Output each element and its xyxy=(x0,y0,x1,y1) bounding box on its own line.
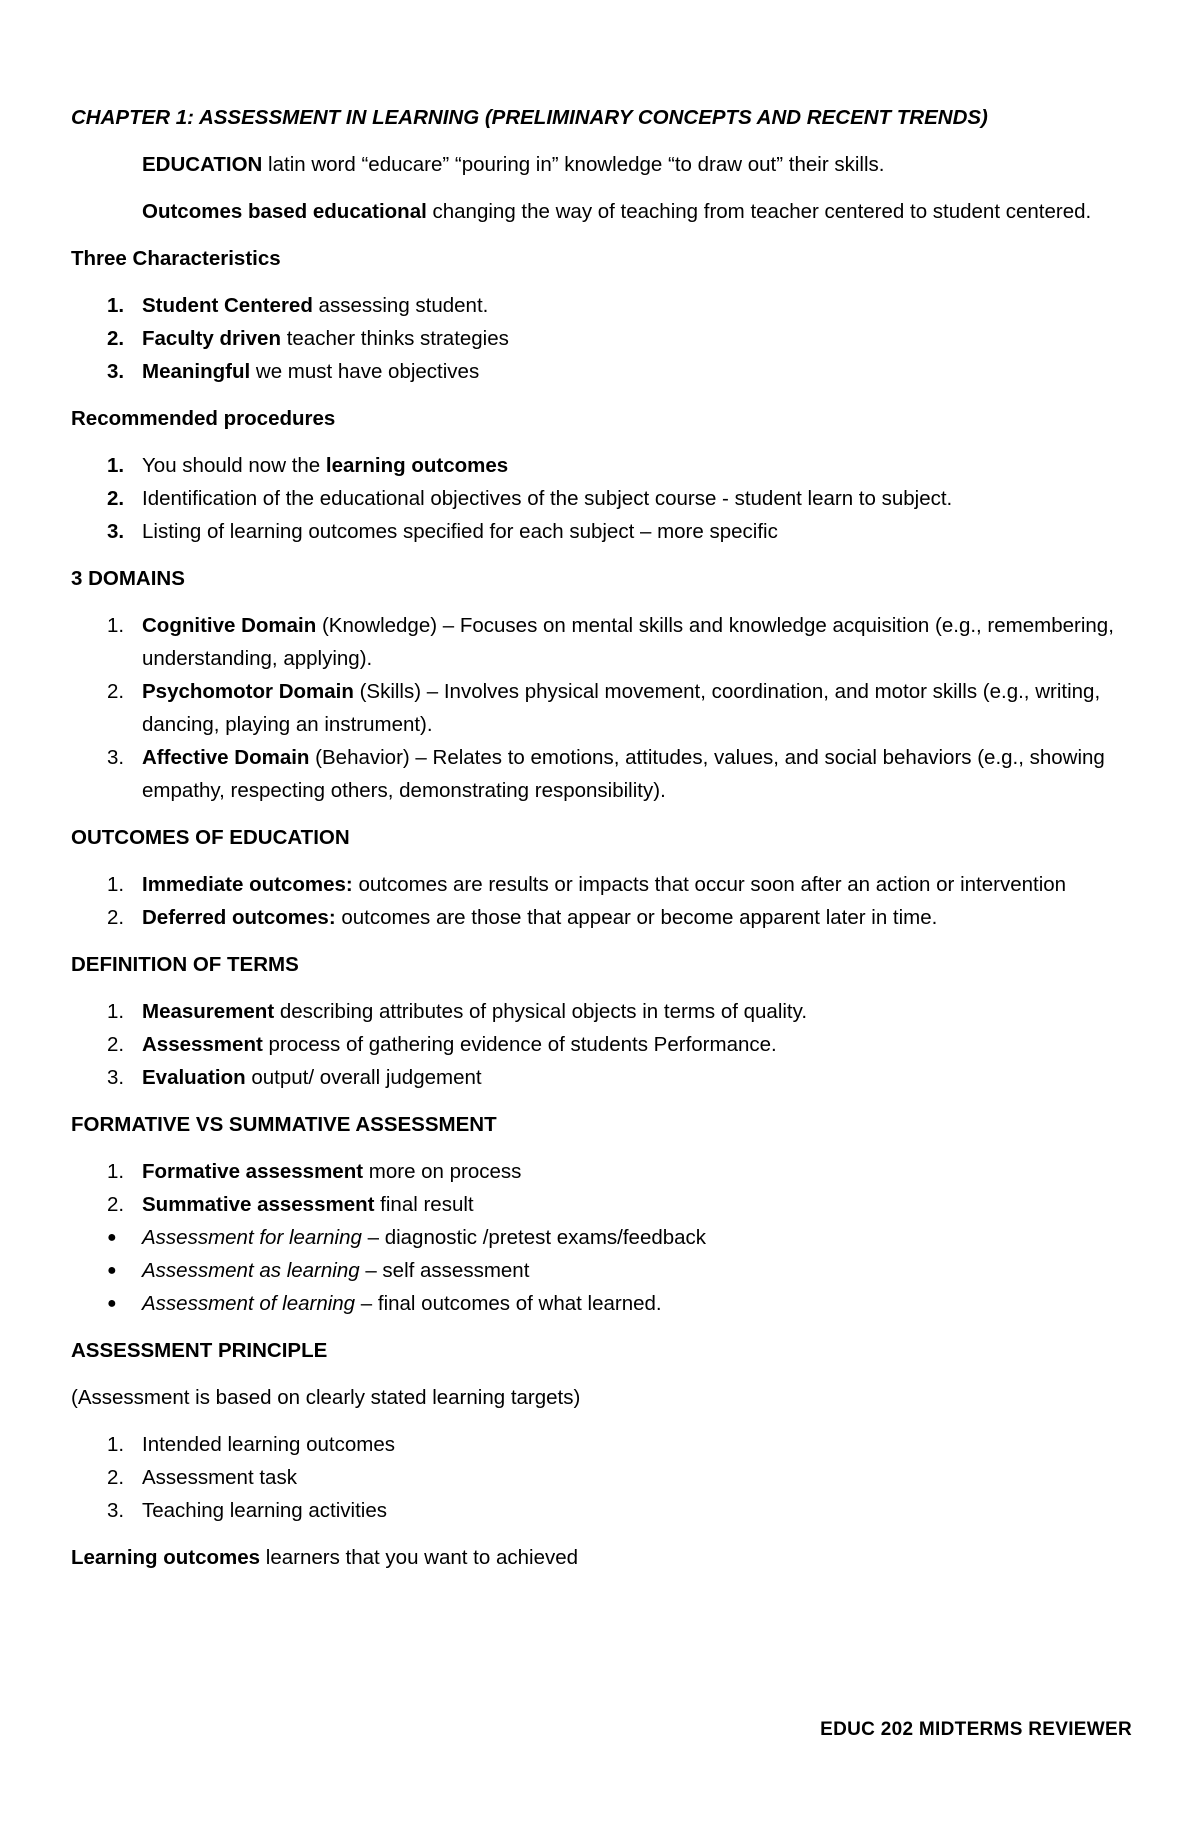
definition-text: changing the way of teaching from teacher centered to student centered. xyxy=(426,200,1092,223)
list-item xyxy=(71,1287,1141,1320)
term: EDUCATION xyxy=(142,153,263,176)
list-number: 2. xyxy=(107,1466,125,1489)
list-number: 2. xyxy=(107,1033,125,1056)
section-heading-characteristics: Three Characteristics xyxy=(71,247,281,270)
item-text: – self assessment xyxy=(359,1259,530,1282)
list-item xyxy=(71,1428,1141,1461)
list-item xyxy=(71,1188,1141,1221)
item-text: process of gathering evidence of students Performance. xyxy=(262,1033,777,1056)
item-text: Intended learning outcomes xyxy=(142,1433,396,1456)
list-item xyxy=(71,515,1141,548)
list-number: 2. xyxy=(107,906,125,929)
list-number: 1. xyxy=(107,614,125,637)
list-item xyxy=(71,289,1141,322)
list-item xyxy=(71,675,1141,741)
list-item xyxy=(71,868,1141,901)
term: Assessment of learning xyxy=(142,1292,356,1315)
item-text: – diagnostic /pretest exams/feedback xyxy=(361,1226,707,1249)
item-text: assessing student. xyxy=(312,294,489,317)
domains-list xyxy=(71,609,1141,807)
list-item xyxy=(71,741,1141,807)
term: Evaluation xyxy=(142,1066,246,1089)
obe-definition xyxy=(142,195,1141,228)
list-number: 2. xyxy=(107,327,125,350)
term: Psychomotor Domain xyxy=(142,680,354,703)
list-item xyxy=(71,609,1141,675)
document-body xyxy=(71,101,1141,1588)
item-text: Teaching learning activities xyxy=(142,1499,387,1522)
principle-list xyxy=(71,1428,1141,1527)
list-item xyxy=(71,322,1141,355)
item-text: describing attributes of physical objects in terms of quality. xyxy=(274,1000,808,1023)
closing-definition xyxy=(71,1541,1141,1574)
definitions-list xyxy=(71,995,1141,1094)
item-text: Identification of the educational objectives of the subject course - student learn to subject. xyxy=(142,487,953,510)
chapter-title: CHAPTER 1: ASSESSMENT IN LEARNING (PRELIMINARY CONCEPTS AND RECENT TRENDS) xyxy=(71,106,988,129)
item-text: we must have objectives xyxy=(250,360,480,383)
principle-note: (Assessment is based on clearly stated learning targets) xyxy=(71,1386,581,1409)
list-number: 1. xyxy=(107,1000,125,1023)
list-item xyxy=(71,1061,1141,1094)
item-text: (Skills) – Involves physical movement, coordination, and motor skills (e.g., writing, dancing, playing an instrument). xyxy=(142,680,1101,736)
list-number: 1. xyxy=(107,454,125,477)
list-number: 1. xyxy=(107,1433,125,1456)
term: Faculty driven xyxy=(142,327,281,350)
list-item xyxy=(71,482,1141,515)
term: Outcomes based educational xyxy=(142,200,427,223)
term: Summative assessment xyxy=(142,1193,375,1216)
formative-list xyxy=(71,1155,1141,1221)
term: Assessment for learning xyxy=(142,1226,362,1249)
term: Learning outcomes xyxy=(71,1546,261,1569)
list-item xyxy=(71,1155,1141,1188)
term: Assessment xyxy=(142,1033,263,1056)
list-number: 3. xyxy=(107,520,125,543)
list-number: 1. xyxy=(107,1160,125,1183)
term: Formative assessment xyxy=(142,1160,364,1183)
list-item xyxy=(71,1028,1141,1061)
bullet-icon: ● xyxy=(107,1229,117,1246)
assessment-types-list xyxy=(71,1221,1141,1320)
item-text: outcomes are those that appear or become apparent later in time. xyxy=(335,906,938,929)
list-item xyxy=(71,1254,1141,1287)
bullet-icon: ● xyxy=(107,1262,117,1279)
section-heading-formative: FORMATIVE VS SUMMATIVE ASSESSMENT xyxy=(71,1113,497,1136)
list-number: 2. xyxy=(107,680,125,703)
list-item xyxy=(71,355,1141,388)
item-text: Assessment task xyxy=(142,1466,297,1489)
list-number: 2. xyxy=(107,487,125,510)
bullet-icon: ● xyxy=(107,1295,117,1312)
definition-text: learners that you want to achieved xyxy=(260,1546,579,1569)
list-number: 3. xyxy=(107,1066,125,1089)
section-heading-domains: 3 DOMAINS xyxy=(71,567,185,590)
term: Cognitive Domain xyxy=(142,614,317,637)
procedures-list xyxy=(71,449,1141,548)
outcomes-list xyxy=(71,868,1141,934)
term: Immediate outcomes: xyxy=(142,873,353,896)
list-item xyxy=(71,1461,1141,1494)
list-number: 1. xyxy=(107,294,125,317)
list-item xyxy=(71,449,1141,482)
list-number: 2. xyxy=(107,1193,125,1216)
list-number: 3. xyxy=(107,746,125,769)
definition-text: latin word “educare” “pouring in” knowledge “to draw out” their skills. xyxy=(262,153,885,176)
education-definition xyxy=(142,148,1141,181)
term: Affective Domain xyxy=(142,746,310,769)
list-number: 1. xyxy=(107,873,125,896)
list-number: 3. xyxy=(107,1499,125,1522)
section-heading-definitions: DEFINITION OF TERMS xyxy=(71,953,299,976)
term: learning outcomes xyxy=(325,454,509,477)
list-item xyxy=(71,1494,1141,1527)
list-item xyxy=(71,1221,1141,1254)
section-heading-procedures: Recommended procedures xyxy=(71,407,336,430)
item-text: teacher thinks strategies xyxy=(281,327,509,350)
term: Measurement xyxy=(142,1000,275,1023)
item-text: (Behavior) – Relates to emotions, attitudes, values, and social behaviors (e.g., showing empathy, respecting others, demonstrating responsibility). xyxy=(142,746,1105,802)
term: Meaningful xyxy=(142,360,251,383)
item-text: Listing of learning outcomes specified for each subject – more specific xyxy=(142,520,778,543)
page-footer: EDUC 202 MIDTERMS REVIEWER xyxy=(820,1719,1132,1740)
term: Deferred outcomes: xyxy=(142,906,336,929)
item-text: outcomes are results or impacts that occur soon after an action or intervention xyxy=(352,873,1067,896)
term: Student Centered xyxy=(142,294,313,317)
list-item xyxy=(71,995,1141,1028)
item-text: output/ overall judgement xyxy=(245,1066,482,1089)
item-text: final result xyxy=(374,1193,474,1216)
section-heading-principle: ASSESSMENT PRINCIPLE xyxy=(71,1339,328,1362)
item-text: – final outcomes of what learned. xyxy=(355,1292,662,1315)
section-heading-outcomes: OUTCOMES OF EDUCATION xyxy=(71,826,350,849)
term: Assessment as learning xyxy=(142,1259,360,1282)
item-text: (Knowledge) – Focuses on mental skills and knowledge acquisition (e.g., remembering, understanding, applying). xyxy=(142,614,1114,670)
item-text: You should now the xyxy=(142,454,326,477)
characteristics-list xyxy=(71,289,1141,388)
item-text: more on process xyxy=(363,1160,522,1183)
list-item xyxy=(71,901,1141,934)
list-number: 3. xyxy=(107,360,125,383)
